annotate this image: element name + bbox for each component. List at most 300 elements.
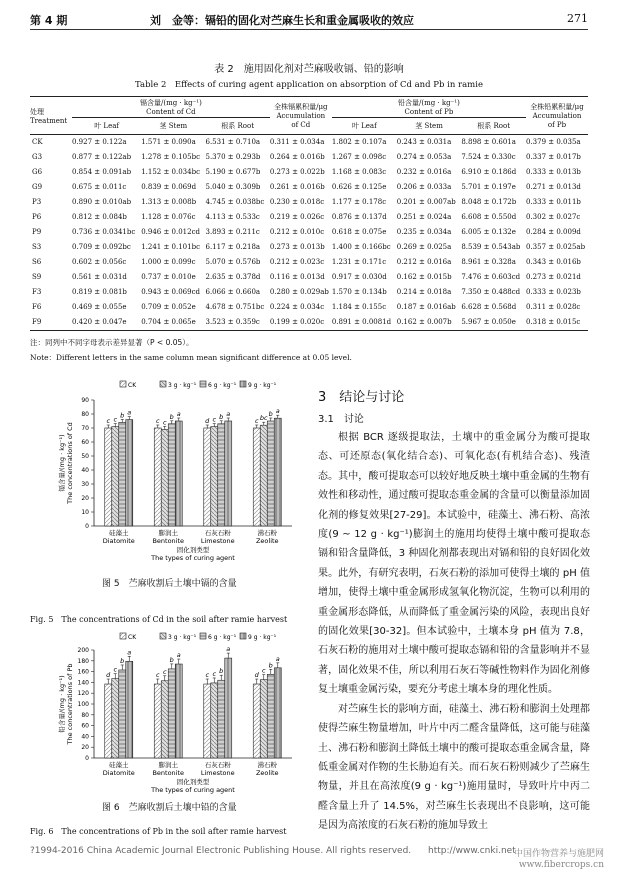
cd-accum-en1: Accumulation: [276, 112, 326, 120]
paragraph-2: 对苎麻生长的影响方面，硅藻土、沸石粉和膨润土处理都使得苎麻生物量增加，叶片中丙二醛含量降低，这可能与硅藻土、沸石粉和膨润土降低土壤中的酸可提取态重金属含量，降低重金属对作物的生长胁迫有关。而石灰石粉则减少了苎麻生物量，并且在高浓度(9 g · kg⁻¹)施用量时，导致叶片中丙二醛含量上升了 14.5%，对苎麻生长表现出不良影响，这可能是因为高浓度的石灰石粉的施加导致土: [318, 703, 590, 832]
cell-cd-root: 5.370 ± 0.293b: [205, 153, 261, 161]
table-row: [30, 150, 588, 165]
significance-label: b: [169, 655, 174, 664]
cell-pb-leaf: 1.168 ± 0.083c: [331, 168, 387, 176]
cnki-url[interactable]: http://www.cnki.net: [428, 846, 516, 856]
cell-pb-accum: 0.311 ± 0.028c: [526, 303, 581, 311]
header-cd-content: [72, 97, 270, 118]
header-cd-root: 根系 Root: [221, 121, 255, 130]
significance-label: c: [212, 415, 217, 424]
bar: [154, 428, 161, 526]
cell-pb-root: 8.898 ± 0.601a: [461, 138, 516, 146]
legend-swatch: [240, 633, 246, 639]
significance-label: c: [155, 671, 160, 680]
fig5-caption-en: Fig. 5 The concentrations of Cd in the soil after ramie harvest: [30, 615, 288, 624]
watermark-line1: 中国作物营养与施肥网: [513, 849, 604, 859]
cd-accum-cn: 全株镉累积量: [274, 103, 317, 111]
cell-cd-stem: 0.709 ± 0.052e: [141, 303, 196, 311]
significance-label: d: [106, 671, 111, 680]
cell-pb-stem: 0.206 ± 0.033a: [396, 183, 452, 191]
cell-cd-stem: 0.946 ± 0.012cd: [141, 228, 200, 236]
cell-cd-stem: 1.128 ± 0.076c: [141, 213, 196, 221]
cell-cd-leaf: 0.736 ± 0.0341bc: [72, 228, 136, 236]
significance-label: d: [254, 671, 259, 680]
cell-cd-root: 6.066 ± 0.660a: [205, 288, 261, 296]
copyright-text: ?1994-2016 China Academic Journal Electronic Publishing House. All rights reserved.: [30, 846, 412, 856]
cell-treatment: F6: [32, 303, 42, 311]
cell-cd-stem: 0.737 ± 0.010e: [141, 273, 196, 281]
y-tick-label: 70: [81, 425, 89, 432]
bar: [168, 424, 175, 526]
cell-treatment: S3: [32, 243, 42, 251]
cell-pb-accum: 0.333 ± 0.011b: [526, 198, 581, 206]
cell-pb-accum: 0.333 ± 0.013b: [526, 168, 581, 176]
table-caption-cn: 表 2 施用固化剂对苎麻吸收镉、铅的影响: [214, 64, 404, 75]
figure-5: [30, 378, 300, 603]
table-row: [30, 315, 588, 331]
cell-pb-stem: 0.243 ± 0.031a: [396, 138, 452, 146]
cell-cd-root: 4.678 ± 0.751bc: [205, 303, 265, 311]
cell-cd-leaf: 0.890 ± 0.010ab: [72, 198, 132, 206]
cell-pb-stem: 0.162 ± 0.007b: [396, 318, 452, 326]
cd-content-en: Content of Cd: [146, 108, 196, 116]
cell-cd-root: 5.190 ± 0.677b: [205, 168, 261, 176]
significance-label: a: [127, 408, 132, 417]
y-tick-label: 160: [77, 668, 89, 676]
header-cd-leaf: 叶 Leaf: [94, 121, 119, 130]
cell-treatment: G6: [32, 168, 43, 176]
header-pb-accum: [526, 97, 588, 135]
cell-cd-root: 6.117 ± 0.218a: [205, 243, 261, 251]
significance-label: c: [162, 418, 167, 427]
cell-cd-leaf: 0.854 ± 0.091ab: [72, 168, 132, 176]
bar: [161, 429, 168, 526]
pb-content-en: Content of Pb: [404, 108, 454, 116]
cell-cd-leaf: 0.709 ± 0.092bc: [72, 243, 131, 251]
cell-cd-accum: 0.224 ± 0.034c: [269, 303, 325, 311]
table-row: [30, 270, 588, 285]
cell-pb-leaf: 1.231 ± 0.171c: [331, 258, 387, 266]
cell-cd-leaf: 0.877 ± 0.122ab: [72, 153, 132, 161]
bar: [225, 658, 232, 758]
cell-cd-stem: 1.241 ± 0.101bc: [141, 243, 200, 251]
cell-pb-stem: 0.214 ± 0.018a: [396, 288, 452, 296]
significance-label: b: [219, 667, 224, 676]
y-tick-label: 80: [81, 711, 89, 719]
cell-cd-leaf: 0.561 ± 0.031d: [72, 273, 127, 281]
legend-label: 6 g · kg⁻¹: [208, 382, 237, 389]
header-pb-root: 根系 Root: [477, 121, 511, 130]
significance-label: c: [254, 417, 259, 425]
table-row: [30, 135, 588, 151]
bar: [274, 668, 281, 758]
y-tick-label: 100: [77, 701, 89, 708]
cell-pb-leaf: 1.177 ± 0.178c: [331, 198, 387, 206]
cell-pb-root: 8.048 ± 0.172b: [461, 198, 517, 206]
cd-content-label: 镉含量/(mg · kg⁻¹): [139, 99, 202, 107]
cell-cd-leaf: 0.602 ± 0.056c: [72, 258, 127, 266]
cell-pb-stem: 0.232 ± 0.016a: [396, 168, 452, 176]
cell-treatment: P6: [32, 213, 42, 221]
cell-pb-leaf: 0.917 ± 0.030d: [331, 273, 387, 281]
cell-pb-stem: 0.235 ± 0.034a: [396, 228, 452, 236]
category-label-cn: 膨润土: [158, 529, 178, 537]
y-tick-label: 30: [81, 481, 89, 488]
significance-label: c: [212, 669, 217, 678]
y-tick-label: 0: [85, 523, 89, 530]
legend-swatch: [240, 381, 246, 387]
bar: [204, 428, 211, 526]
cell-treatment: G9: [32, 183, 43, 191]
significance-label: b: [169, 412, 174, 421]
significance-label: a: [176, 651, 181, 660]
cell-cd-root: 5.040 ± 0.309b: [205, 183, 261, 191]
table-row: [30, 180, 588, 195]
pb-content-label: 铅含量/(mg · kg⁻¹): [397, 99, 460, 107]
significance-label: b: [120, 656, 125, 665]
header-pb-leaf: 叶 Leaf: [351, 121, 377, 130]
cell-pb-leaf: 1.400 ± 0.166bc: [331, 243, 391, 251]
cell-pb-stem: 0.212 ± 0.016a: [396, 258, 452, 266]
y-axis-label-cn: 铅含量/(mg · kg⁻¹): [58, 675, 66, 733]
cell-cd-accum: 0.212 ± 0.010c: [269, 228, 325, 236]
cell-cd-leaf: 0.420 ± 0.047e: [72, 318, 127, 326]
category-label-cn: 硅藻土: [109, 529, 129, 537]
bar: [126, 420, 133, 526]
pb-accum-en2: of Pb: [547, 121, 567, 129]
bar: [161, 681, 168, 758]
bar: [204, 684, 211, 758]
legend-label: 9 g · kg⁻¹: [248, 382, 277, 389]
running-title: 刘 金等：镉铅的固化对苎麻生长和重金属吸收的效应: [150, 14, 414, 27]
cell-pb-root: 7.350 ± 0.488cd: [461, 288, 521, 296]
cell-cd-stem: 1.313 ± 0.008b: [141, 198, 197, 206]
bar: [105, 684, 112, 758]
cell-pb-root: 6.628 ± 0.568d: [461, 303, 517, 311]
header-pb-content: [332, 97, 526, 118]
significance-label: a: [176, 410, 181, 418]
pb-chart: [30, 630, 300, 798]
cell-cd-accum: 0.116 ± 0.013d: [269, 273, 325, 281]
cell-treatment: F3: [32, 288, 42, 296]
category-label-cn: 沸石粉: [257, 529, 277, 537]
legend-label: 3 g · kg⁻¹: [168, 634, 197, 641]
y-tick-label: 200: [77, 647, 89, 654]
cell-pb-root: 7.524 ± 0.330c: [461, 153, 516, 161]
page-number: 271: [567, 12, 588, 25]
bar: [119, 422, 126, 526]
y-tick-label: 60: [81, 439, 89, 446]
y-tick-label: 20: [81, 744, 89, 752]
category-label-cn: 沸石粉: [257, 761, 277, 769]
significance-label: a: [226, 410, 231, 418]
table-caption-en: Table 2 Effects of curing agent application on absorption of Cd and Pb in ramie: [135, 80, 483, 90]
cell-cd-leaf: 0.469 ± 0.055e: [72, 303, 127, 311]
cell-cd-accum: 0.261 ± 0.016b: [269, 183, 325, 191]
bar: [211, 427, 218, 526]
cell-cd-leaf: 0.812 ± 0.084b: [72, 213, 127, 221]
cd-accum-en2: of Cd: [291, 121, 311, 129]
legend-label: 6 g · kg⁻¹: [208, 634, 237, 641]
y-tick-label: 10: [81, 509, 89, 516]
cell-cd-stem: 0.839 ± 0.069d: [141, 183, 197, 191]
category-label-en: Diatomite: [102, 537, 135, 545]
cell-pb-leaf: 0.876 ± 0.137d: [331, 213, 387, 221]
table-note-cn: 注：同列中不同字母表示差异显著（P < 0.05）。: [30, 338, 194, 347]
data-table: [30, 96, 588, 331]
legend-label: 3 g · kg⁻¹: [168, 382, 197, 389]
bar: [274, 418, 281, 526]
cell-cd-root: 3.523 ± 0.359c: [205, 318, 260, 326]
table-row: [30, 300, 588, 315]
cell-pb-accum: 0.273 ± 0.021d: [526, 273, 581, 281]
bar: [260, 425, 267, 526]
bar: [154, 684, 161, 758]
significance-label: a: [226, 645, 231, 654]
cell-pb-root: 6.910 ± 0.186d: [461, 168, 517, 176]
cell-pb-root: 5.701 ± 0.197e: [461, 183, 516, 191]
cell-pb-leaf: 1.184 ± 0.155c: [331, 303, 387, 311]
cell-cd-leaf: 0.675 ± 0.011c: [72, 183, 127, 191]
y-tick-label: 40: [81, 733, 89, 741]
figure-6: [30, 630, 300, 830]
y-tick-label: 140: [77, 679, 89, 687]
significance-label: d: [205, 417, 210, 425]
cell-pb-accum: 0.302 ± 0.027c: [526, 213, 581, 221]
cell-cd-accum: 0.199 ± 0.020c: [269, 318, 325, 326]
table-row: [30, 285, 588, 300]
significance-label: b: [120, 411, 125, 420]
legend-swatch: [160, 381, 166, 387]
bar: [112, 679, 119, 758]
copyright-footer: [30, 846, 516, 856]
y-tick-label: 80: [81, 411, 89, 418]
cell-treatment: S6: [32, 258, 42, 266]
category-label-cn: 石灰石粉: [204, 761, 231, 769]
cell-cd-stem: 1.000 ± 0.099c: [141, 258, 196, 266]
cell-cd-accum: 0.219 ± 0.026c: [269, 213, 325, 221]
cell-cd-accum: 0.311 ± 0.034a: [269, 138, 325, 146]
x-axis-label-cn: 固化剂类型: [176, 778, 210, 786]
category-label-en: Limestone: [200, 769, 235, 777]
cell-pb-accum: 0.284 ± 0.009d: [526, 228, 581, 236]
significance-label: b: [268, 410, 273, 418]
significance-label: a: [275, 407, 280, 416]
significance-label: c: [155, 417, 160, 425]
cell-pb-root: 7.476 ± 0.603cd: [461, 273, 521, 281]
cell-cd-stem: 0.704 ± 0.065e: [141, 318, 196, 326]
bar: [253, 684, 260, 758]
cell-pb-stem: 0.251 ± 0.024a: [396, 213, 452, 221]
significance-label: a: [127, 648, 132, 657]
category-label-en: Bentonite: [152, 537, 185, 545]
cell-pb-leaf: 1.267 ± 0.098c: [331, 153, 387, 161]
bar: [112, 427, 119, 526]
cell-cd-root: 3.893 ± 0.211c: [205, 228, 260, 236]
cell-treatment: P9: [32, 228, 42, 236]
category-label-en: Bentonite: [152, 769, 185, 777]
y-tick-label: 0: [85, 755, 89, 762]
pb-accum-unit: /μg: [572, 103, 584, 111]
legend-swatch: [120, 633, 126, 639]
treatment-en: Treatment: [30, 116, 68, 125]
header-rule: [30, 29, 588, 30]
y-axis-label-en: The concentrations of Pb: [66, 663, 74, 745]
header-pb-stem: 茎 Stem: [415, 121, 443, 130]
cell-treatment: P3: [32, 198, 42, 206]
significance-label: c: [106, 417, 111, 425]
table-row: [30, 195, 588, 210]
table-row: [30, 210, 588, 225]
y-axis-label-en: The concentrations of Cd: [66, 422, 74, 504]
cell-pb-accum: 0.357 ± 0.025ab: [526, 243, 586, 251]
category-label-cn: 膨润土: [158, 761, 178, 769]
y-tick-label: 90: [81, 397, 89, 404]
cell-cd-root: 2.635 ± 0.378d: [205, 273, 261, 281]
table-row: [30, 255, 588, 270]
cell-cd-root: 6.531 ± 0.710a: [205, 138, 261, 146]
cell-cd-root: 4.113 ± 0.533c: [205, 213, 260, 221]
cell-pb-accum: 0.379 ± 0.035a: [526, 138, 581, 146]
cell-pb-root: 8.961 ± 0.328a: [461, 258, 516, 266]
legend-label: CK: [128, 634, 137, 641]
y-tick-label: 180: [77, 657, 89, 665]
cell-pb-stem: 0.187 ± 0.016ab: [396, 303, 456, 311]
significance-label: c: [162, 667, 167, 676]
cell-pb-leaf: 0.891 ± 0.0081d: [331, 318, 392, 326]
cell-pb-root: 5.967 ± 0.050e: [461, 318, 516, 326]
bar: [218, 680, 225, 758]
cell-cd-stem: 0.943 ± 0.069cd: [141, 288, 200, 296]
bar: [267, 674, 274, 758]
y-tick-label: 60: [81, 722, 89, 730]
cell-pb-accum: 0.318 ± 0.015c: [526, 318, 581, 326]
table-row: [30, 165, 588, 180]
cell-cd-accum: 0.212 ± 0.023c: [269, 258, 325, 266]
cell-pb-accum: 0.333 ± 0.023b: [526, 288, 581, 296]
cell-cd-leaf: 0.927 ± 0.122a: [72, 138, 127, 146]
cell-cd-leaf: 0.819 ± 0.081b: [72, 288, 127, 296]
cell-cd-accum: 0.280 ± 0.029ab: [269, 288, 329, 296]
y-tick-label: 40: [81, 467, 89, 474]
legend-swatch: [200, 381, 206, 387]
table-row: [30, 240, 588, 255]
bar: [175, 664, 182, 758]
cell-pb-stem: 0.162 ± 0.015b: [396, 273, 452, 281]
bar: [126, 661, 133, 758]
cell-cd-root: 5.070 ± 0.576b: [205, 258, 261, 266]
cell-cd-accum: 0.273 ± 0.013b: [269, 243, 325, 251]
bar: [225, 421, 232, 526]
x-axis-label-cn: 固化剂类型: [176, 546, 210, 554]
cell-cd-root: 4.745 ± 0.038bc: [205, 198, 265, 206]
significance-label: b: [268, 661, 273, 670]
cell-cd-stem: 1.278 ± 0.105bc: [141, 153, 200, 161]
category-label-cn: 硅藻土: [109, 761, 129, 769]
cell-treatment: F9: [32, 318, 42, 326]
significance-label: b: [219, 412, 224, 421]
bar: [218, 424, 225, 526]
table-note-en: Note：Different letters in the same column mean significant difference at 0.05 level.: [30, 353, 352, 362]
cell-pb-leaf: 1.570 ± 0.134b: [331, 288, 387, 296]
cell-pb-root: 6.005 ± 0.132e: [461, 228, 516, 236]
category-label-cn: 石灰石粉: [204, 529, 231, 537]
cell-pb-stem: 0.274 ± 0.053a: [396, 153, 452, 161]
cell-pb-leaf: 0.618 ± 0.075e: [331, 228, 387, 236]
significance-label: c: [205, 671, 210, 680]
bar: [119, 670, 126, 758]
legend-swatch: [200, 633, 206, 639]
category-label-en: Diatomite: [102, 769, 135, 777]
fig5-caption-cn: 图 5 苎麻收割后土壤中镉的含量: [102, 579, 237, 589]
table-row: [30, 225, 588, 240]
cell-pb-stem: 0.201 ± 0.007ab: [396, 198, 456, 206]
cell-pb-accum: 0.271 ± 0.013d: [526, 183, 581, 191]
cell-pb-leaf: 1.802 ± 0.107a: [331, 138, 387, 146]
fig6-caption-en: Fig. 6 The concentrations of Pb in the soil after ramie harvest: [30, 827, 287, 836]
legend-swatch: [120, 381, 126, 387]
category-label-en: Limestone: [200, 537, 235, 545]
significance-label: c: [113, 415, 118, 424]
significance-label: c: [261, 666, 266, 675]
bar: [168, 669, 175, 758]
x-axis-label-en: The types of curing agent: [151, 554, 235, 562]
header-cd-accum: [270, 97, 332, 135]
cd-accum-unit: /μg: [316, 103, 328, 111]
discussion-text: [318, 428, 590, 836]
fig6-caption-cn: 图 6 苎麻收割后土壤中铅的含量: [102, 803, 237, 813]
subsection-title: 3.1 讨论: [318, 414, 364, 425]
header-treatment: [30, 97, 72, 135]
significance-label: c: [113, 665, 118, 674]
bar: [267, 421, 274, 526]
x-axis-label-en: The types of curing agent: [151, 786, 235, 794]
cell-pb-root: 6.608 ± 0.550d: [461, 213, 517, 221]
header-cd-stem: 茎 Stem: [159, 121, 188, 130]
bar: [260, 680, 267, 758]
significance-label: a: [275, 654, 280, 663]
cell-pb-accum: 0.343 ± 0.016b: [526, 258, 581, 266]
bar: [105, 428, 112, 526]
issue-number: 第 4 期: [30, 14, 68, 27]
paragraph-1: 根据 BCR 逐级提取法，土壤中的重金属分为酸可提取态、可还原态(氧化结合态)、可氧化态(有机结合态)、残渣态。其中，酸可提取态可以较好地反映土壤中重金属的生物有效性和移动性，通过酸可提取态重金属的含量可以衡量添加固化剂的修复效果[27-29]。本试验中，硅藻土、沸石粉、高浓度(9 ~ 12 g · kg⁻¹)膨润土的施用均使得土壤中酸可提取态镉和铅含量降低，3 种固化剂都表现出对镉和铅的良好固化效果。此外，有研究表明，石灰石粉的添加可使得土壤的 pH 值增加，使得土壤中重金属形成氢氧化物沉淀，生物可以利用的重金属形态降低，从而降低了重金属污染的风险，表现出良好的固化效果[30-32]。但本试验中，土壤本身 pH 值为 7.8，石灰石粉的施用对土壤中酸可提取态镉和铅的含量影响并不显著，固化效果不佳，所以利用石灰石等碱性物料作为固化剂修复土壤重金属污染，要充分考虑土壤本身的理化性质。: [318, 432, 590, 696]
cell-pb-accum: 0.337 ± 0.017b: [526, 153, 581, 161]
cell-treatment: CK: [32, 138, 43, 146]
category-label-en: Zeolite: [255, 769, 279, 777]
cd-chart: [30, 378, 300, 568]
y-tick-label: 50: [81, 453, 89, 460]
y-axis-label-cn: 镉含量/(mg · kg⁻¹): [58, 434, 66, 492]
legend-label: 9 g · kg⁻¹: [248, 634, 277, 641]
pb-accum-cn: 全株铅累积量: [530, 103, 573, 111]
cell-cd-accum: 0.273 ± 0.022b: [269, 168, 325, 176]
treatment-cn: 处理: [30, 107, 44, 116]
cell-pb-stem: 0.269 ± 0.025a: [396, 243, 452, 251]
y-tick-label: 120: [77, 690, 89, 698]
bar: [211, 683, 218, 758]
cell-pb-leaf: 0.626 ± 0.125e: [331, 183, 387, 191]
watermark-line2: www.fibercrops.cn: [518, 860, 604, 870]
legend-swatch: [160, 633, 166, 639]
cell-cd-accum: 0.264 ± 0.016b: [269, 153, 325, 161]
cell-treatment: G3: [32, 153, 43, 161]
cell-cd-stem: 1.152 ± 0.034bc: [141, 168, 200, 176]
bar: [253, 428, 260, 526]
category-label-en: Zeolite: [255, 537, 279, 545]
cell-pb-root: 8.539 ± 0.543ab: [461, 243, 521, 251]
bar: [175, 421, 182, 526]
legend-label: CK: [128, 382, 137, 389]
